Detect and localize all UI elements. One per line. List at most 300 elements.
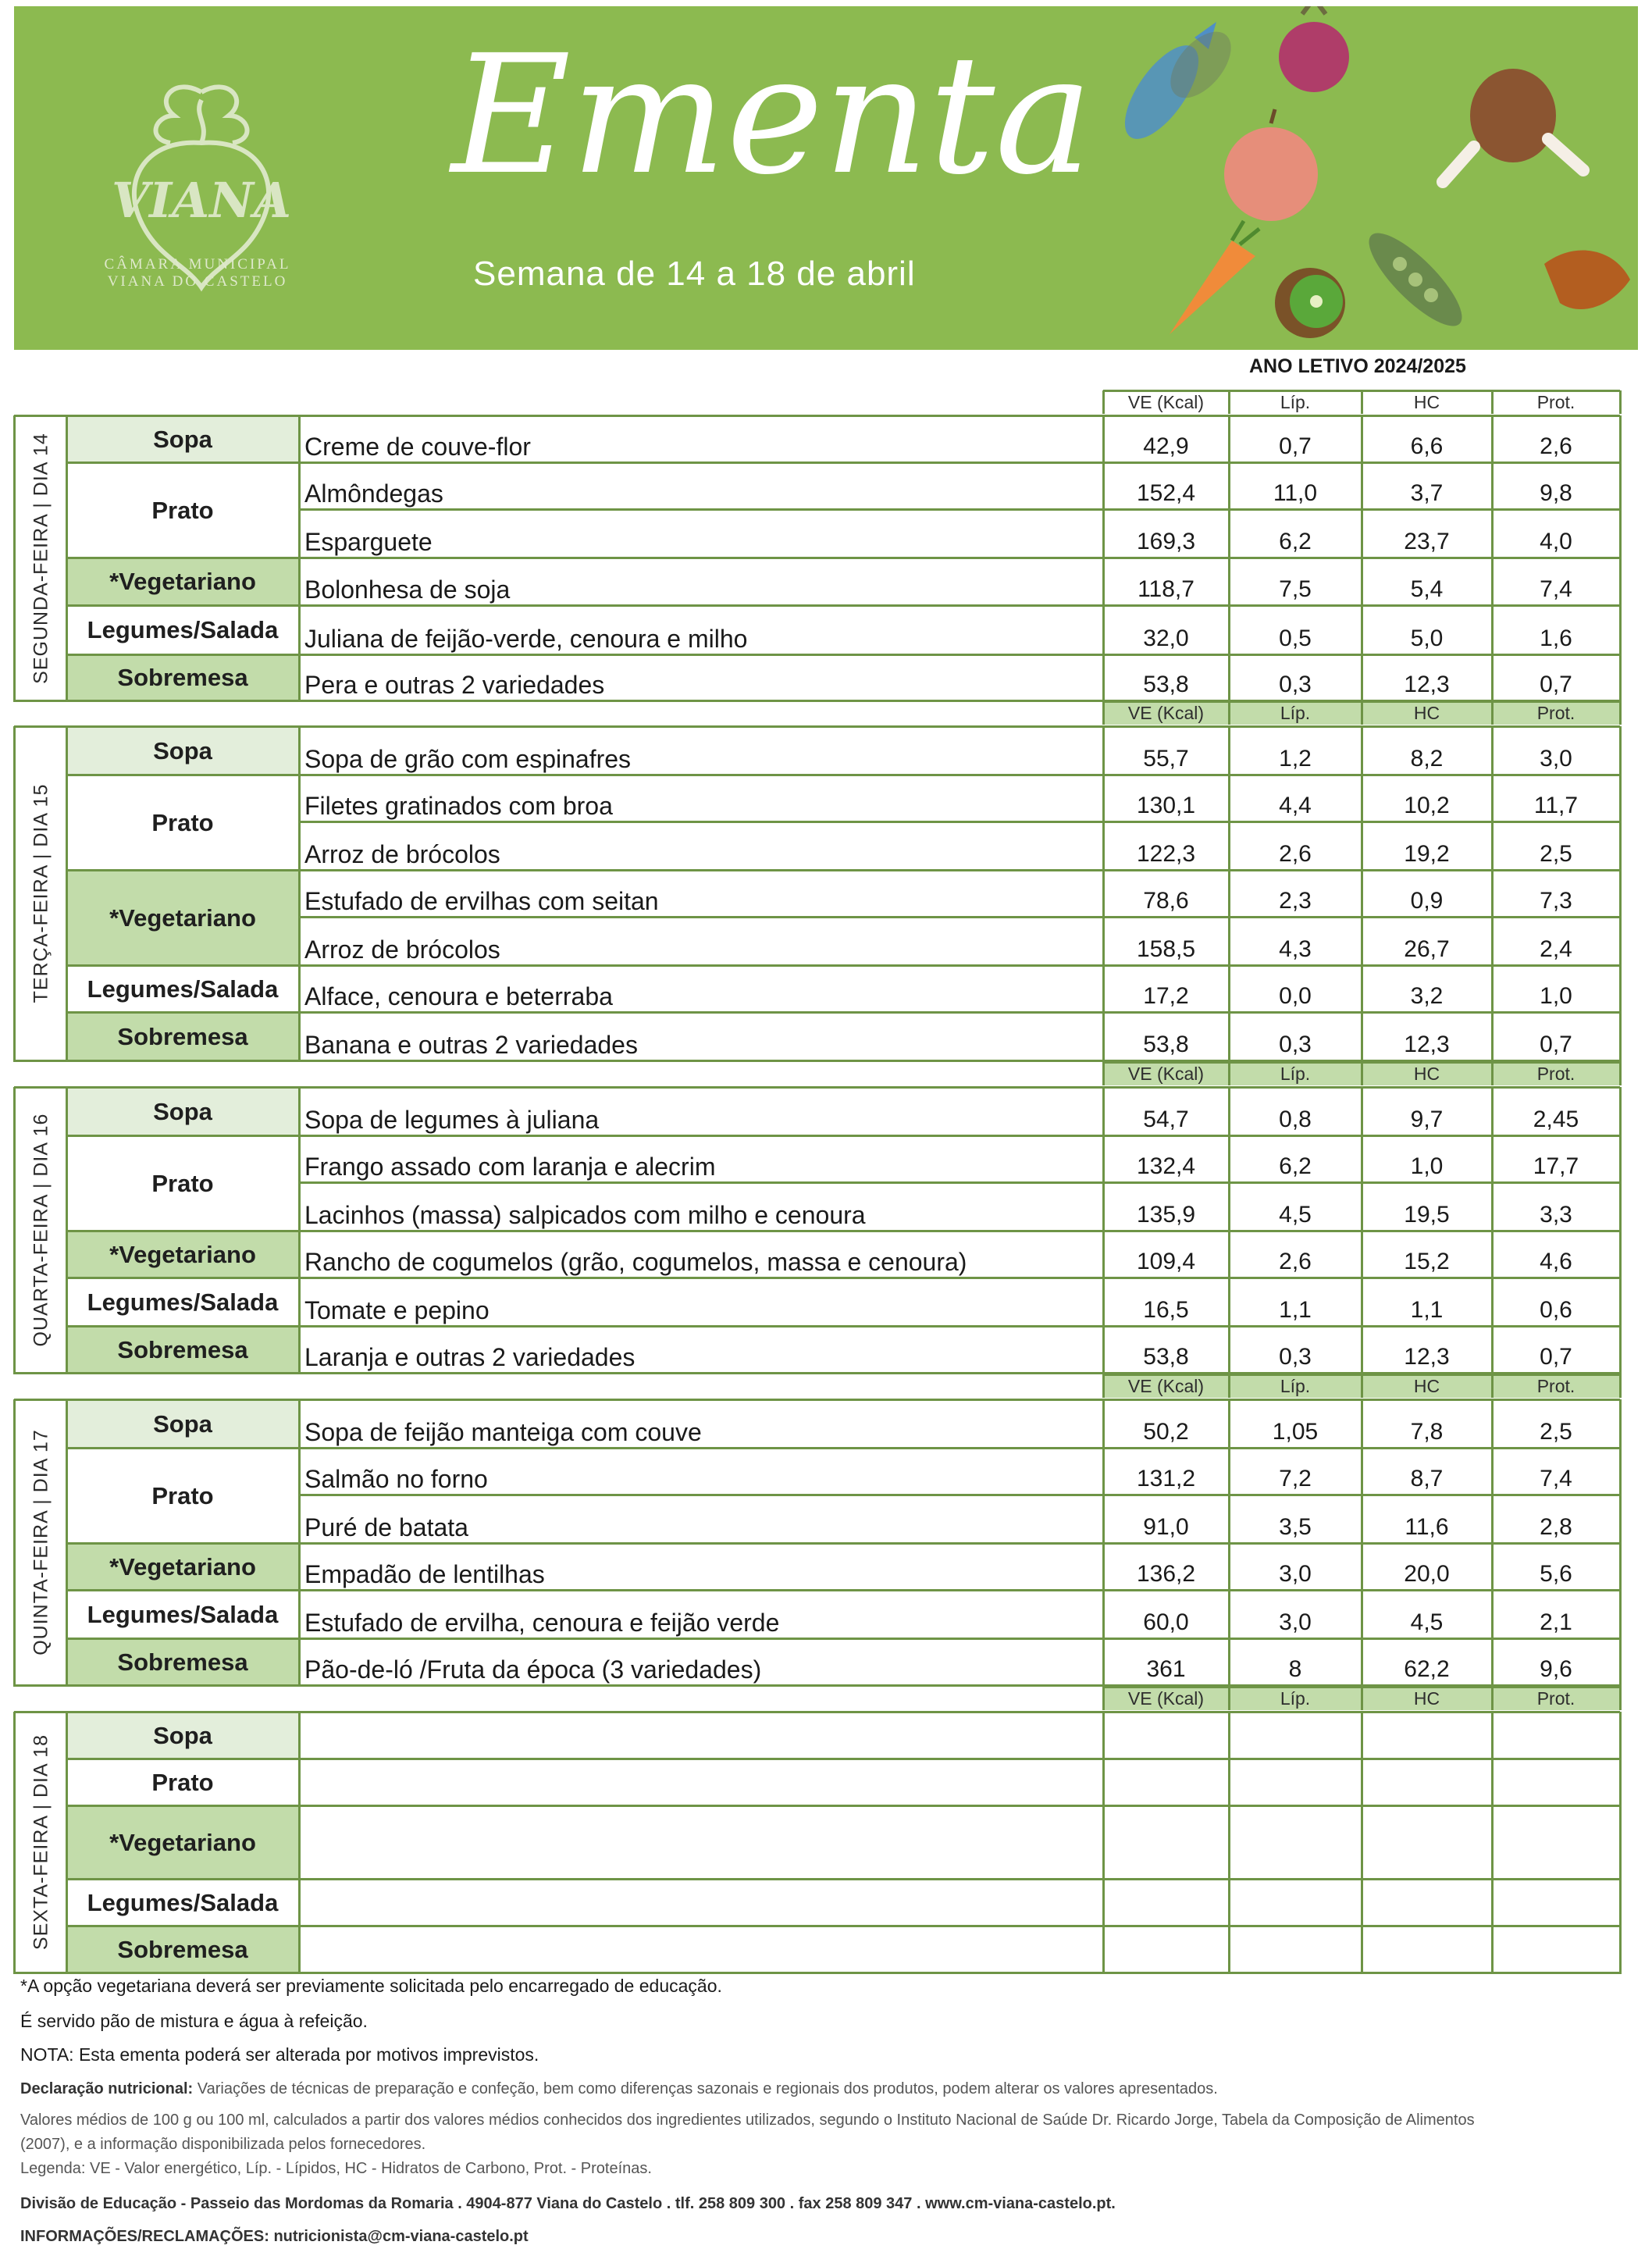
nutrition-value: 50,2 [1143, 1419, 1189, 1445]
grid-line [299, 964, 1620, 967]
grid-line [66, 1277, 299, 1279]
nutrition-value: 2,5 [1540, 841, 1572, 867]
nutrition-value: 2,3 [1279, 888, 1312, 914]
col-header-1: Líp. [1280, 703, 1311, 723]
grid-line [1361, 1712, 1363, 1974]
grid-line [299, 725, 1620, 728]
meal-label: Prato [66, 1760, 299, 1805]
grid-line [66, 1711, 299, 1713]
grid-line [66, 1325, 299, 1328]
grid-line [1619, 415, 1622, 702]
nutrition-value: 4,3 [1279, 936, 1312, 962]
nutrition-value: 54,7 [1143, 1107, 1189, 1132]
grid-line [1228, 1399, 1230, 1687]
food-item: Bolonhesa de soja [304, 576, 511, 604]
nutrition-value: 78,6 [1143, 888, 1189, 914]
grid-line [298, 726, 301, 1062]
grid-line [299, 1181, 1620, 1184]
grid-line [299, 508, 1620, 511]
grid-line [299, 1878, 1620, 1880]
meal-label: Sopa [66, 1089, 299, 1135]
grid-line [1361, 1687, 1363, 1710]
grid-line [1361, 1374, 1363, 1398]
nutrition-value: 1,2 [1279, 746, 1312, 772]
nutrition-value: 1,1 [1279, 1297, 1312, 1323]
grid-line [66, 1712, 68, 1974]
grid-line [1361, 701, 1363, 725]
meal-label: Legumes/Salada [66, 1279, 299, 1325]
grid-line [1619, 1399, 1622, 1687]
nutrition-value: 2,1 [1540, 1609, 1572, 1635]
meal-label: Legumes/Salada [66, 1880, 299, 1925]
nutrition-value: 2,5 [1540, 1419, 1572, 1445]
grid-line [1102, 1712, 1105, 1974]
grid-line [299, 557, 1620, 559]
food-illustrations-icon [1107, 6, 1638, 350]
nutrition-value: 0,5 [1279, 625, 1312, 651]
grid-line [13, 1399, 16, 1687]
nutrition-value: 4,0 [1540, 529, 1572, 554]
grid-line [66, 1372, 299, 1374]
nutrition-value: 55,7 [1143, 746, 1189, 772]
nutrition-value: 0,9 [1410, 888, 1444, 914]
grid-line [13, 1087, 16, 1374]
nutrition-value: 3,0 [1279, 1561, 1312, 1587]
grid-line [13, 1712, 16, 1974]
nutrition-value: 3,5 [1279, 1514, 1312, 1540]
food-item: Laranja e outras 2 variedades [304, 1343, 636, 1371]
grid-line [1491, 701, 1494, 725]
food-item: Sopa de grão com espinafres [304, 745, 632, 773]
grid-line [66, 654, 299, 656]
nutrition-value: 0,7 [1540, 1344, 1572, 1370]
nutrition-value: 4,5 [1279, 1202, 1312, 1228]
grid-line [1102, 1062, 1105, 1085]
nutrition-value: 17,7 [1533, 1153, 1579, 1179]
day-label: QUINTA-FEIRA | DIA 17 [30, 1429, 52, 1655]
nutrition-value: 53,8 [1143, 1344, 1189, 1370]
grid-line [1491, 726, 1494, 1062]
grid-line [66, 1399, 299, 1401]
grid-line [1228, 1087, 1230, 1374]
grid-line [1619, 1712, 1622, 1974]
legend: Legenda: VE - Valor energético, Líp. - Lípidos, HC - Hidratos de Carbono, Prot. - Proteínas. [20, 2160, 652, 2177]
grid-line [299, 1805, 1620, 1807]
grid-line [66, 1399, 68, 1687]
grid-line [1102, 1687, 1105, 1710]
nutrition-value: 158,5 [1136, 936, 1196, 962]
grid-line [299, 821, 1620, 823]
nutrition-value: 0,0 [1279, 983, 1312, 1009]
meal-label: Prato [66, 1137, 299, 1230]
grid-line [66, 1230, 299, 1232]
grid-line [1361, 415, 1363, 702]
values-note-line1: Valores médios de 100 g ou 100 ml, calculados a partir dos valores médios conhecidos dos ingredientes utilizados, segundo o Instituto Nacional de Saúde Dr. Ricardo Jorge, Tabela da Composição de Alimentos [20, 2112, 1475, 2129]
nutrition-value: 0,3 [1279, 1344, 1312, 1370]
meal-label: Sopa [66, 1401, 299, 1447]
grid-line [1619, 701, 1622, 725]
grid-line [66, 700, 299, 702]
grid-line [1491, 415, 1494, 702]
food-item: Arroz de brócolos [304, 840, 500, 868]
grid-line [1228, 1374, 1230, 1398]
grid-line [14, 700, 66, 702]
meal-label: *Vegetariano [66, 1232, 299, 1277]
nutrition-value: 62,2 [1404, 1656, 1450, 1682]
grid-line [1361, 390, 1363, 414]
nutrition-value: 169,3 [1136, 529, 1196, 554]
col-header-3: Prot. [1536, 1064, 1575, 1084]
col-header-0: VE (Kcal) [1127, 1688, 1205, 1709]
nutrition-declaration: Declaração nutricional: Variações de técnicas de preparação e confeção, bem como diferenças sazonais e regionais dos produtos, podem alterar os valores apresentados. [20, 2080, 1218, 2097]
food-item: Rancho de cogumelos (grão, cogumelos, massa e cenoura) [304, 1248, 967, 1276]
grid-line [1228, 1712, 1230, 1974]
col-header-1: Líp. [1280, 1064, 1311, 1084]
grid-line [1102, 390, 1105, 414]
grid-line [298, 1712, 301, 1974]
school-year: ANO LETIVO 2024/2025 [1249, 355, 1466, 377]
grid-line [298, 1399, 301, 1687]
col-header-3: Prot. [1536, 1688, 1575, 1709]
nutrition-value: 5,6 [1540, 1561, 1572, 1587]
nutrition-value: 19,2 [1404, 841, 1450, 867]
grid-line [66, 1925, 299, 1927]
nutrition-value: 6,2 [1279, 529, 1312, 554]
grid-line [66, 726, 68, 1062]
nutrition-value: 135,9 [1136, 1202, 1196, 1228]
nutrition-value: 6,2 [1279, 1153, 1312, 1179]
nutrition-value: 3,3 [1540, 1202, 1572, 1228]
nutrition-value: 0,6 [1540, 1297, 1572, 1323]
grid-line [1228, 1062, 1230, 1085]
food-item: Juliana de feijão-verde, cenoura e milho [304, 625, 748, 653]
meal-label: *Vegetariano [66, 1807, 299, 1878]
grid-line [1228, 1687, 1230, 1710]
nutrition-value: 1,1 [1410, 1297, 1444, 1323]
nutrition-value: 7,8 [1410, 1419, 1444, 1445]
nutrition-value: 0,7 [1279, 433, 1312, 459]
meal-label: Sobremesa [66, 656, 299, 700]
grid-line [66, 462, 299, 464]
grid-line [299, 1447, 1620, 1449]
grid-line [299, 1230, 1620, 1232]
meal-label: Sopa [66, 1713, 299, 1758]
nutrition-value: 26,7 [1404, 936, 1450, 962]
nutrition-value: 16,5 [1143, 1297, 1189, 1323]
grid-line [299, 604, 1620, 607]
nutrition-value: 2,6 [1279, 841, 1312, 867]
grid-line [299, 1325, 1620, 1328]
grid-line [66, 869, 299, 871]
meal-label: Sobremesa [66, 1328, 299, 1372]
grid-line [66, 604, 299, 607]
grid-line [1491, 1687, 1494, 1710]
grid-line [1619, 1062, 1622, 1085]
nutrition-value: 9,6 [1540, 1656, 1572, 1682]
col-header-1: Líp. [1280, 392, 1311, 412]
grid-line [1619, 1374, 1622, 1398]
grid-line [299, 654, 1620, 656]
changes-note: NOTA: Esta ementa poderá ser alterada por motivos imprevistos. [20, 2044, 539, 2065]
nutrition-value: 60,0 [1143, 1609, 1189, 1635]
col-header-0: VE (Kcal) [1127, 703, 1205, 723]
food-item: Creme de couve-flor [304, 433, 531, 461]
complaints-contact: INFORMAÇÕES/RECLAMAÇÕES: nutricionista@cm-viana-castelo.pt [20, 2228, 529, 2245]
col-header-2: HC [1413, 1376, 1440, 1396]
nutrition-value: 152,4 [1136, 480, 1196, 506]
meal-label: Sobremesa [66, 1014, 299, 1060]
nutrition-value: 91,0 [1143, 1514, 1189, 1540]
grid-line [66, 1684, 299, 1687]
col-header-3: Prot. [1536, 392, 1575, 412]
nutrition-value: 15,2 [1404, 1249, 1450, 1274]
nutrition-value: 12,3 [1404, 1032, 1450, 1057]
col-header-2: HC [1413, 1064, 1440, 1084]
food-item: Sopa de legumes à juliana [304, 1106, 600, 1134]
nutrition-value: 4,5 [1410, 1609, 1444, 1635]
nutrition-value: 7,2 [1279, 1466, 1312, 1491]
logo-wordmark: VIANA [112, 172, 291, 229]
nutrition-value: 5,0 [1410, 625, 1444, 651]
nutrition-value: 3,0 [1279, 1609, 1312, 1635]
grid-line [299, 869, 1620, 871]
nutrition-value: 12,3 [1404, 672, 1450, 697]
nutrition-value: 8 [1288, 1656, 1302, 1682]
grid-line [66, 1135, 299, 1137]
meal-label: Sobremesa [66, 1640, 299, 1684]
logo-caption: CÂMARA MUNICIPAL VIANA DO CASTELO [104, 256, 291, 290]
grid-line [1102, 701, 1105, 725]
grid-line [1102, 1087, 1105, 1374]
food-item: Lacinhos (massa) salpicados com milho e cenoura [304, 1201, 866, 1229]
grid-line [299, 916, 1620, 918]
grid-line [299, 415, 1620, 417]
grid-line [14, 1086, 66, 1089]
grid-line [14, 415, 66, 417]
grid-line [66, 1542, 299, 1545]
nutrition-value: 5,4 [1410, 576, 1444, 602]
grid-line [13, 415, 16, 702]
week-subtitle: Semana de 14 a 18 de abril [473, 255, 916, 293]
grid-line [13, 726, 16, 1062]
nutrition-value: 132,4 [1136, 1153, 1196, 1179]
grid-line [66, 774, 299, 776]
col-header-2: HC [1413, 1688, 1440, 1709]
food-item: Estufado de ervilhas com seitan [304, 887, 659, 915]
grid-line [299, 1494, 1620, 1496]
nutrition-value: 0,7 [1540, 1032, 1572, 1057]
col-header-0: VE (Kcal) [1127, 1376, 1205, 1396]
nutrition-value: 6,6 [1410, 433, 1444, 459]
col-header-1: Líp. [1280, 1376, 1311, 1396]
grid-line [1361, 1062, 1363, 1085]
meal-label: Legumes/Salada [66, 1591, 299, 1638]
grid-line [14, 1711, 66, 1713]
grid-line [14, 1399, 66, 1401]
grid-line [66, 1060, 299, 1062]
grid-line [14, 1972, 66, 1974]
nutrition-value: 12,3 [1404, 1344, 1450, 1370]
food-item: Puré de batata [304, 1513, 468, 1541]
nutrition-value: 1,6 [1540, 625, 1572, 651]
grid-line [299, 1638, 1620, 1640]
day-label: SEXTA-FEIRA | DIA 18 [30, 1734, 52, 1951]
vegetarian-note: *A opção vegetariana deverá ser previamente solicitada pelo encarregado de educação. [20, 1976, 722, 1996]
grid-line [66, 1972, 299, 1974]
nutrition-value: 118,7 [1138, 576, 1194, 602]
food-item: Filetes gratinados com broa [304, 792, 613, 820]
nutrition-value: 0,3 [1279, 672, 1312, 697]
nutrition-value: 11,7 [1533, 793, 1579, 818]
grid-line [299, 1711, 1620, 1713]
grid-line [1228, 415, 1230, 702]
grid-line [66, 557, 299, 559]
grid-line [14, 725, 66, 728]
nutrition-value: 32,0 [1143, 625, 1189, 651]
nutrition-value: 2,6 [1279, 1249, 1312, 1274]
grid-line [66, 415, 299, 417]
grid-line [299, 1972, 1620, 1974]
food-item: Tomate e pepino [304, 1296, 490, 1324]
food-item: Esparguete [304, 528, 433, 556]
grid-line [66, 1638, 299, 1640]
grid-line [1228, 726, 1230, 1062]
col-header-2: HC [1413, 703, 1440, 723]
nutrition-value: 11,0 [1273, 480, 1318, 506]
col-header-3: Prot. [1536, 703, 1575, 723]
division-contact: Divisão de Educação - Passeio das Mordomas da Romaria . 4904-877 Viana do Castelo . tlf. 258 809 300 . fax 258 809 347 . www.cm-viana-castelo.pt. [20, 2195, 1116, 2212]
nutrition-value: 3,2 [1410, 983, 1444, 1009]
grid-line [1102, 1399, 1105, 1687]
grid-line [299, 1277, 1620, 1279]
food-item: Almôndegas [304, 479, 443, 508]
nutrition-value: 53,8 [1143, 1032, 1189, 1057]
grid-line [299, 1011, 1620, 1014]
food-item: Banana e outras 2 variedades [304, 1031, 638, 1059]
nutrition-value: 1,05 [1272, 1419, 1319, 1445]
nutrition-value: 9,7 [1410, 1107, 1444, 1132]
bread-note: É servido pão de mistura e água à refeição. [20, 2011, 368, 2031]
grid-line [1491, 1399, 1494, 1687]
nutrition-value: 8,7 [1410, 1466, 1444, 1491]
grid-line [1619, 390, 1622, 414]
nutrition-value: 131,2 [1136, 1466, 1196, 1491]
food-item: Arroz de brócolos [304, 935, 500, 964]
col-header-3: Prot. [1536, 1376, 1575, 1396]
day-label: SEGUNDA-FEIRA | DIA 14 [30, 432, 52, 684]
grid-line [299, 1925, 1620, 1927]
nutrition-value: 10,2 [1404, 793, 1450, 818]
nutrition-value: 0,3 [1279, 1032, 1312, 1057]
meal-label: Sopa [66, 728, 299, 774]
grid-line [14, 1060, 66, 1062]
nutrition-value: 109,4 [1136, 1249, 1196, 1274]
meal-label: *Vegetariano [66, 559, 299, 604]
nutrition-value: 2,45 [1533, 1107, 1579, 1132]
grid-line [66, 964, 299, 967]
day-label: TERÇA-FEIRA | DIA 15 [30, 783, 52, 1003]
food-item: Pera e outras 2 variedades [304, 671, 605, 699]
grid-line [66, 415, 68, 702]
grid-line [299, 1086, 1620, 1089]
meal-label: Legumes/Salada [66, 607, 299, 654]
day-label: QUARTA-FEIRA | DIA 16 [30, 1113, 52, 1347]
grid-line [66, 1087, 68, 1374]
nutrition-value: 17,2 [1143, 983, 1189, 1009]
grid-line [66, 1086, 299, 1089]
grid-line [299, 774, 1620, 776]
grid-line [298, 1087, 301, 1374]
nutrition-value: 0,8 [1279, 1107, 1312, 1132]
grid-line [1491, 1087, 1494, 1374]
grid-line [299, 1758, 1620, 1760]
grid-line [1619, 1687, 1622, 1710]
col-header-2: HC [1413, 392, 1440, 412]
grid-line [298, 415, 301, 702]
nutrition-value: 7,5 [1279, 576, 1312, 602]
grid-line [299, 1589, 1620, 1591]
col-header-0: VE (Kcal) [1127, 392, 1205, 412]
nutrition-value: 1,0 [1410, 1153, 1444, 1179]
meal-label: *Vegetariano [66, 1545, 299, 1589]
grid-line [1228, 390, 1230, 414]
grid-line [299, 1399, 1620, 1401]
nutrition-value: 20,0 [1404, 1561, 1450, 1587]
nutrition-value: 4,4 [1279, 793, 1312, 818]
grid-line [1361, 1087, 1363, 1374]
grid-line [1491, 1712, 1494, 1974]
food-item: Estufado de ervilha, cenoura e feijão verde [304, 1609, 780, 1637]
grid-line [299, 1542, 1620, 1545]
nutrition-value: 136,2 [1136, 1561, 1196, 1587]
nutrition-value: 4,6 [1540, 1249, 1572, 1274]
nutrition-value: 2,4 [1540, 936, 1572, 962]
nutrition-value: 9,8 [1540, 480, 1572, 506]
grid-line [299, 462, 1620, 464]
nutrition-value: 53,8 [1143, 672, 1189, 697]
grid-line [1361, 1399, 1363, 1687]
header-banner [14, 6, 1638, 350]
grid-line [1102, 415, 1105, 702]
nutrition-value: 2,6 [1540, 433, 1572, 459]
nutrition-value: 19,5 [1404, 1202, 1450, 1228]
grid-line [1228, 701, 1230, 725]
grid-line [1619, 1087, 1622, 1374]
food-item: Sopa de feijão manteiga com couve [304, 1418, 702, 1446]
nutrition-value: 42,9 [1143, 433, 1189, 459]
meal-label: Sobremesa [66, 1927, 299, 1972]
nutrition-value: 3,7 [1410, 480, 1444, 506]
col-header-1: Líp. [1280, 1688, 1311, 1709]
grid-line [66, 725, 299, 728]
col-header-0: VE (Kcal) [1127, 1064, 1205, 1084]
nutrition-value: 7,3 [1540, 888, 1572, 914]
grid-line [1361, 726, 1363, 1062]
nutrition-value: 2,8 [1540, 1514, 1572, 1540]
nutrition-value: 1,0 [1540, 983, 1572, 1009]
grid-line [299, 1135, 1620, 1137]
grid-line [66, 1011, 299, 1014]
meal-label: Prato [66, 776, 299, 869]
nutrition-value: 130,1 [1136, 793, 1196, 818]
nutrition-value: 11,6 [1405, 1514, 1449, 1540]
nutrition-value: 122,3 [1136, 841, 1196, 867]
food-item: Empadão de lentilhas [304, 1560, 545, 1588]
meal-label: *Vegetariano [66, 871, 299, 964]
values-note-line2: (2007), e a informação disponibilizada pelos fornecedores. [20, 2136, 426, 2153]
grid-line [66, 1758, 299, 1760]
grid-line [66, 1878, 299, 1880]
